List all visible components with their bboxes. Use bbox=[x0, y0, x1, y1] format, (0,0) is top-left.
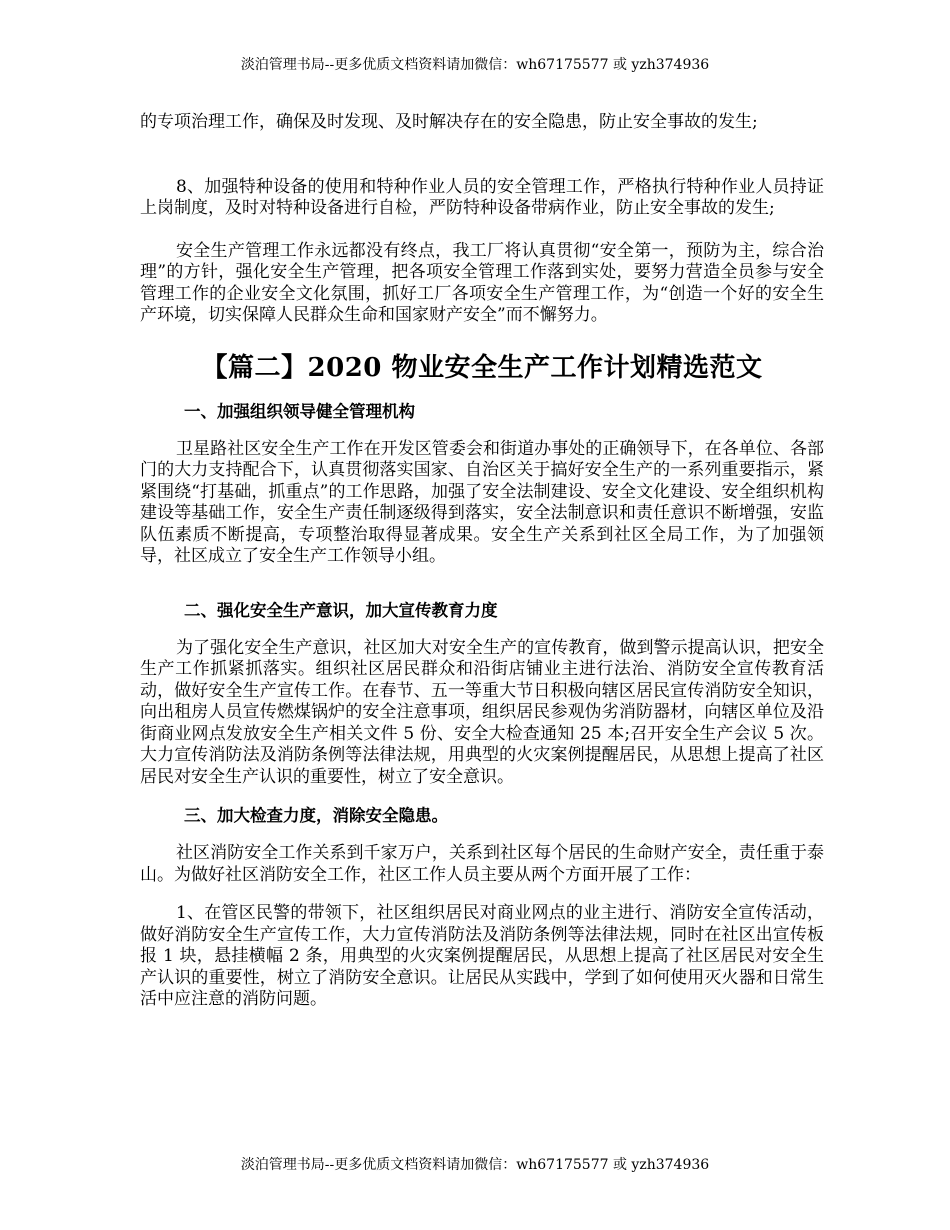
section-title: 【篇二】2020 物业安全生产工作计划精选范文 bbox=[201, 352, 763, 383]
heading-1: 一、加强组织领导健全管理机构 bbox=[184, 401, 415, 421]
page-header: 淡泊管理书局--更多优质文档资料请加微信：wh67175577 或 yzh374936 bbox=[240, 57, 710, 73]
heading-3: 三、加大检查力度，消除安全隐患。 bbox=[184, 806, 448, 825]
closing-paragraph: 安全生产管理工作永远都没有终点，我工厂将认真贯彻“安全第一，预防为主，综合治理”的方针，强化安全生产管理，把各项安全管理工作落到实处，要努力营造全员参与安全管理工作的企业安全文化氛围，抓好工厂各项安全生产管理工作，为“创造一个好的安全生产环境，切实保障人民群众生命和国家财产安全”而不懈努力。 bbox=[140, 240, 824, 325]
paragraph-2: 为了强化安全生产意识，社区加大对安全生产的宣传教育，做到警示提高认识，把安全生产工作抓紧抓落实。组织社区居民群众和沿街店铺业主进行法治、消防安全宣传教育活动，做好安全生产宣传工作。在春节、五一等重大节日积极向辖区居民宣传消防安全知识，向出租房人员宣传燃煤锅炉的安全注意事项，组织居民参观伪劣消防器材，向辖区单位及沿街商业网点发放安全生产相关文件 5 份、安全大检查通知 25 本;召开安全生产会议 5 次。大力宣传消防法及消防条例等法律法规，用典型的火灾案例提醒居民，从思想上提高了社区居民对安全生产认识的重要性，树立了安全意识。 bbox=[140, 637, 824, 787]
intro-fragment: 的专项治理工作，确保及时发现、及时解决存在的安全隐患，防止安全事故的发生; bbox=[140, 112, 758, 132]
document-body bbox=[140, 112, 824, 1011]
heading-2: 二、强化安全生产意识，加大宣传教育力度 bbox=[184, 600, 498, 620]
paragraph-4: 1、在管区民警的带领下，社区组织居民对商业网点的业主进行、消防安全宣传活动，做好消防安全生产宣传工作，大力宣传消防法及消防条例等法律法规，同时在社区出宣传板报 1 块，悬挂横幅 2 条，用典型的火灾案例提醒居民，从思想上提高了社区居民对安全生产认识的重要性，树立了消防安全意识。让居民从实践中，学到了如何使用灭火器和日常生活中应注意的消防问题。 bbox=[140, 903, 824, 1009]
paragraph-1: 卫星路社区安全生产工作在开发区管委会和街道办事处的正确领导下，在各单位、各部门的大力支持配合下，认真贯彻落实国家、自治区关于搞好安全生产的一系列重要指示，紧紧围绕“打基础，抓重点”的工作思路，加强了安全法制建设、安全文化建设、安全组织机构建设等基础工作，安全生产责任制逐级得到落实，安全法制意识和责任意识不断增强，安监队伍素质不断提高，专项整治取得显著成果。安全生产关系到社区全局工作，为了加强领导，社区成立了安全生产工作领导小组。 bbox=[140, 438, 824, 566]
page-footer: 淡泊管理书局--更多优质文档资料请加微信：wh67175577 或 yzh374936 bbox=[240, 1157, 710, 1173]
list-item-8: 8、加强特种设备的使用和特种作业人员的安全管理工作，严格执行特种作业人员持证上岗制度，及时对特种设备进行自检，严防特种设备带病作业，防止安全事故的发生; bbox=[140, 176, 824, 218]
paragraph-3: 社区消防安全工作关系到千家万户，关系到社区每个居民的生命财产安全，责任重于泰山。为做好社区消防安全工作，社区工作人员主要从两个方面开展了工作： bbox=[140, 843, 824, 885]
